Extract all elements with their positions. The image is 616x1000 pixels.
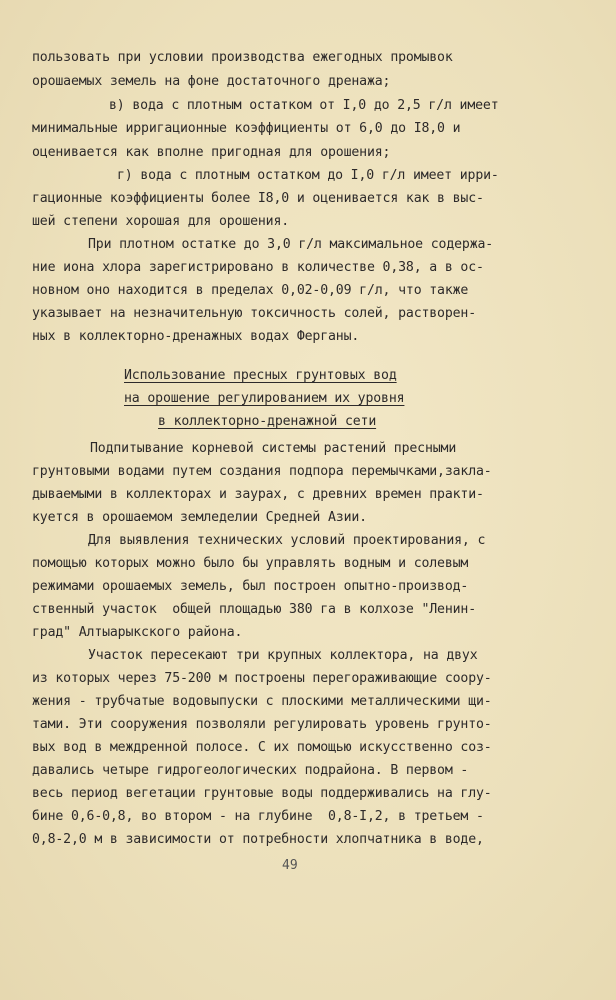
text-line: указывает на незначительную токсичность солей, растворен- (32, 306, 477, 321)
text-line: орошаемых земель на фоне достаточного дренажа; (32, 74, 391, 89)
text-line: куется в орошаемом земледелии Средней Азии. (32, 510, 367, 525)
text-line: ние иона хлора зарегистрировано в количестве 0,38, а в ос- (32, 260, 484, 275)
text-line: дываемыми в коллекторах и заурах, с древних времен практи- (32, 487, 484, 502)
text-line: оценивается как вполне пригодная для орошения; (32, 145, 391, 160)
section-heading-line: на орошение регулированием их уровня (124, 391, 405, 406)
text-line: Для выявления технических условий проектирования, с (88, 533, 486, 548)
text-line: бине 0,6-0,8, во втором - на глубине 0,8-I,2, в третьем - (32, 809, 484, 824)
text-line: г) вода с плотным остатком до I,0 г/л имеет ирри- (117, 168, 499, 183)
text-line: тами. Эти сооружения позволяли регулировать уровень грунто- (32, 717, 492, 732)
section-heading-line: в коллекторно-дренажной сети (158, 414, 377, 429)
text-line: ных в коллекторно-дренажных водах Ферганы. (32, 329, 360, 344)
page-number: 49 (282, 858, 298, 873)
text-line: ственный участок общей площадью 380 га в колхозе "Ленин- (32, 602, 477, 617)
text-line: из которых через 75-200 м построены перегораживающие соору- (32, 671, 492, 686)
text-line: минимальные ирригационные коэффициенты от 6,0 до I8,0 и (32, 121, 461, 136)
text-line: Участок пересекают три крупных коллектора, на двух (88, 648, 478, 663)
text-line: весь период вегетации грунтовые воды поддерживались на глу- (32, 786, 492, 801)
text-line: град" Алтыарыкского района. (32, 625, 243, 640)
text-line: шей степени хорошая для орошения. (32, 214, 290, 229)
text-line: грунтовыми водами путем создания подпора перемычками,закла- (32, 464, 492, 479)
text-line: Подпитывание корневой системы растений пресными (90, 441, 457, 456)
text-line: давались четыре гидрогеологических подрайона. В первом - (32, 763, 469, 778)
text-line: гационные коэффициенты более I8,0 и оценивается как в выс- (32, 191, 484, 206)
text-line: в) вода с плотным остатком от I,0 до 2,5 г/л имеет (109, 98, 499, 113)
text-line: режимами орошаемых земель, был построен опытно-производ- (32, 579, 469, 594)
section-heading-line: Использование пресных грунтовых вод (124, 368, 397, 383)
text-line: 0,8-2,0 м в зависимости от потребности хлопчатника в воде, (32, 832, 484, 847)
text-line: пользовать при условии производства ежегодных промывок (32, 50, 453, 65)
text-line: При плотном остатке до 3,0 г/л максимальное содержа- (88, 237, 494, 252)
text-line: новном оно находится в пределах 0,02-0,09 г/л, что также (32, 283, 469, 298)
text-line: вых вод в междренной полосе. С их помощью искусственно соз- (32, 740, 492, 755)
text-line: помощью которых можно было бы управлять водным и солевым (32, 556, 469, 571)
text-line: жения - трубчатые водовыпуски с плоскими металлическими щи- (32, 694, 492, 709)
